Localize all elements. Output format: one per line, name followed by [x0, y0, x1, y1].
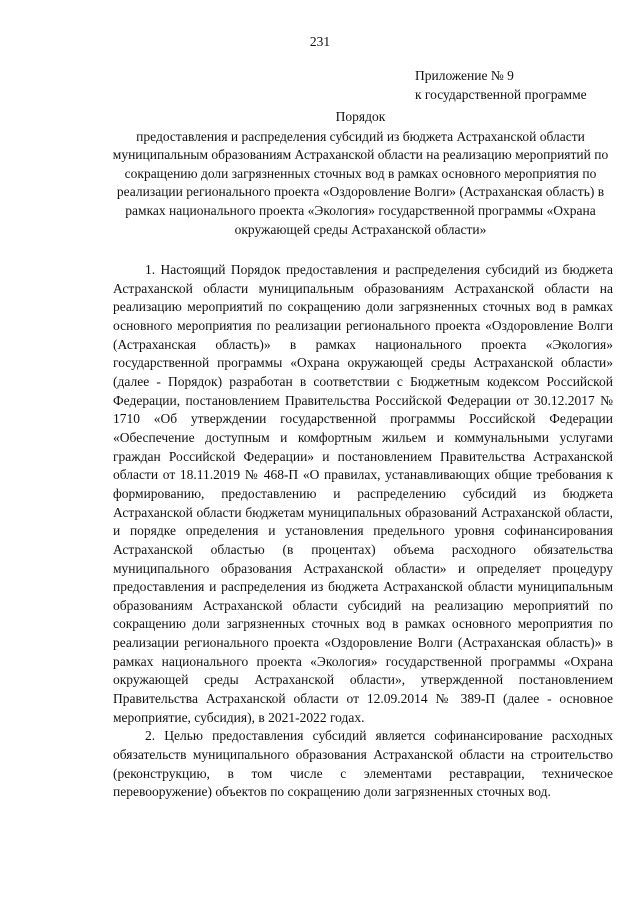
- title-text: предоставления и распределения субсидий из бюджета Астраханской области муниципальным образованиям Астраханской области на реализацию мероприятий по сокращению доли загрязненных сточных вод в рамках основного мероприятия по реализации регионального проекта «Оздоровление Волги» (Астраханская область) в рамках национального проекта «Экология» государственной программы «Охрана окружающей среды Астраханской области»: [112, 128, 609, 237]
- page-number: 231: [309, 34, 331, 49]
- title-heading: Порядок: [335, 109, 386, 124]
- paragraph-1: 1. Настоящий Порядок предоставления и распределения субсидий из бюджета Астраханской области муниципальным образованиям Астраханской области на реализацию мероприятий по сокращению доли загрязненных сточных вод в рамках основного мероприятия по реализации регионального проекта «Оздоровление Волги (Астраханская область)» в рамках национального проекта «Экология» государственной программы «Охрана окружающей среды Астраханской области» (далее - Порядок) разработан в соответствии с Бюджетным кодексом Российской Федерации, постановлением Правительства Российской Федерации от 30.12.2017 № 1710 «Об утверждении государственной программы Российской Федерации «Обеспечение доступным и комфортным жильем и коммунальными услугами граждан Российской Федерации» и постановлением Правительства Астраханской области от 18.11.2019 № 468-П «О правилах, устанавливающих общие требования к формированию, предоставлению и распределению субсидий из бюджета Астраханской области бюджетам муниципальных образований Астраханской области, и порядке определения и установления предельного уровня софинансирования Астраханской областью (в процентах) объема расходного обязательства муниципального образования Астраханской области» и определяет процедуру предоставления и распределения из бюджета Астраханской области муниципальным образованиям Астраханской области субсидий на реализацию мероприятий по сокращению доли загрязненных сточных вод в рамках основного мероприятия по реализации регионального проекта «Оздоровление Волги (Астраханская область)» в рамках национального проекта «Экология» государственной программы «Охрана окружающей среды Астраханской области», утвержденной постановлением Правительства Астраханской области от 12.09.2014 № 389-П (далее - основное мероприятие, субсидия), в 2021-2022 годах.: [113, 262, 613, 725]
- appendix-line-2: к государственной программе: [415, 87, 587, 102]
- document-body: [113, 261, 613, 802]
- paragraph-2: 2. Целью предоставления субсидий является софинансирование расходных обязательств муниципального образования Астраханской области на строительство (реконструкцию, в том числе с элементами реставрации, техническое перевооружение) объектов по сокращению доли загрязненных сточных вод.: [113, 728, 613, 800]
- appendix-note: [415, 66, 630, 104]
- appendix-line-1: Приложение № 9: [415, 68, 514, 83]
- document-title: [108, 108, 613, 239]
